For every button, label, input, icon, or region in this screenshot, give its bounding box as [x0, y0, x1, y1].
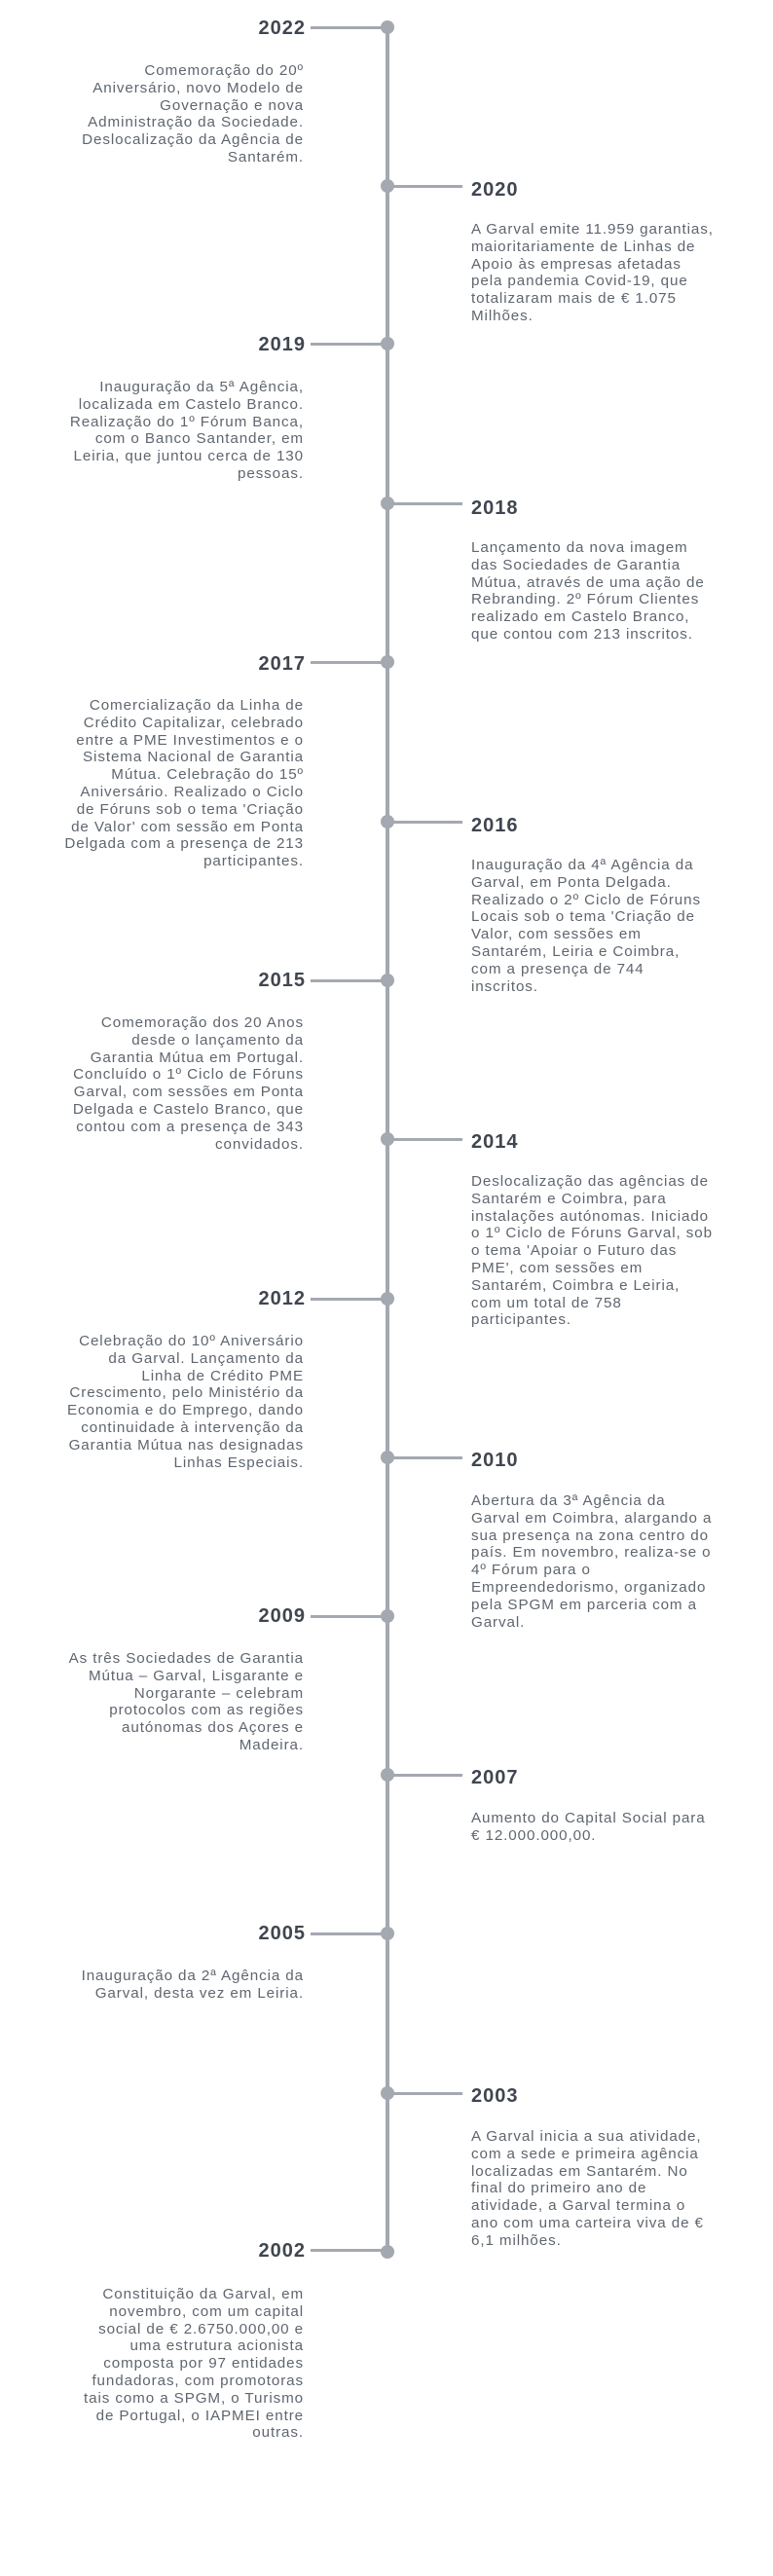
timeline-connector	[311, 1298, 386, 1301]
timeline-description: A Garval inicia a sua atividade, com a sede e primeira agência localizadas em Santarém. No final do primeiro ano de atividade, a Garval termina o ano com uma carteira viva de € 6,1 milhões.	[471, 2128, 704, 2249]
timeline-year: 2012	[258, 1288, 306, 1309]
timeline-connector	[311, 979, 386, 982]
timeline-connector	[311, 343, 386, 346]
timeline-connector	[387, 2092, 462, 2095]
timeline-connector	[311, 1615, 386, 1618]
timeline-description: Inauguração da 5ª Agência, localizada em Castelo Branco. Realização do 1º Fórum Banca, com o Banco Santander, em Leiria, que juntou cerca de 130 pessoas.	[69, 379, 304, 482]
timeline-description: As três Sociedades de Garantia Mútua – Garval, Lisgarante e Norgarante – celebram protocolos com as regiões autónomas dos Açores e Madeira.	[68, 1650, 304, 1753]
timeline-description: Comemoração do 20º Aniversário, novo Modelo de Governação e nova Administração da Sociedade. Deslocalização da Agência de Santarém.	[82, 62, 304, 166]
timeline-year: 2007	[471, 1767, 519, 1788]
timeline-connector	[387, 1774, 462, 1777]
timeline-description: Comemoração dos 20 Anos desde o lançamento da Garantia Mútua em Portugal. Concluído o 1º Ciclo de Fóruns Garval, com sessões em Ponta Delgada e Castelo Branco, que contou com a presença de 343 convidados.	[72, 1014, 304, 1153]
timeline-description: Constituição da Garval, em novembro, com um capital social de € 2.6750.000,00 e uma estrutura acionista composta por 97 entidades fundadoras, com promotoras tais como a SPGM, o Turismo de Portugal, o IAPMEI entre outras.	[83, 2286, 304, 2442]
timeline-year: 2010	[471, 1450, 519, 1471]
timeline-year: 2014	[471, 1131, 519, 1153]
timeline-description: Abertura da 3ª Agência da Garval em Coimbra, alargando a sua presença na zona centro do país. Em novembro, realiza-se o 4º Fórum para o Empreendedorismo, organizado pela SPGM em parceria com a Garval.	[471, 1492, 713, 1631]
timeline-connector	[387, 502, 462, 505]
timeline-year: 2016	[471, 815, 519, 836]
timeline-description: Aumento do Capital Social para € 12.000.000,00.	[471, 1810, 706, 1844]
timeline-dot	[381, 2245, 394, 2259]
timeline-description: Inauguração da 4ª Agência da Garval, em Ponta Delgada. Realizado o 2º Ciclo de Fóruns Locais sob o tema 'Criação de Valor, com sessões em Santarém, Leiria e Coimbra, com a presença de 744 inscritos.	[471, 857, 701, 995]
timeline-description: A Garval emite 11.959 garantias, maioritariamente de Linhas de Apoio às empresas afetadas pela pandemia Covid-19, que totalizaram mais de € 1.075 Milhões.	[471, 221, 714, 324]
timeline-description: Celebração do 10º Aniversário da Garval. Lançamento da Linha de Crédito PME Crescimento, pelo Ministério da Economia e do Emprego, dando continuidade à intervenção da Garantia Mútua nas designadas Linhas Especiais.	[66, 1333, 304, 1471]
timeline-connector	[311, 2249, 386, 2252]
timeline-year: 2009	[258, 1605, 306, 1627]
timeline-year: 2022	[258, 18, 306, 39]
timeline-year: 2020	[471, 179, 519, 201]
timeline-connector	[387, 1456, 462, 1459]
timeline-description: Deslocalização das agências de Santarém e Coimbra, para instalações autónomas. Iniciado o 1º Ciclo de Fóruns Garval, sob o tema 'Apoiar o Futuro das PME', com sessões em Santarém, Coimbra e Leiria, com um total de 758 participantes.	[471, 1173, 713, 1329]
timeline-year: 2017	[258, 653, 306, 675]
timeline-connector	[311, 26, 386, 29]
timeline-year: 2005	[258, 1923, 306, 1944]
timeline-connector	[387, 1138, 462, 1141]
timeline-connector	[387, 821, 462, 824]
timeline-year: 2019	[258, 334, 306, 355]
timeline-description: Comercialização da Linha de Crédito Capitalizar, celebrado entre a PME Investimentos e o Sistema Nacional de Garantia Mútua. Celebração do 15º Aniversário. Realizado o Ciclo de Fóruns sob o tema 'Criação de Valor' com sessão em Ponta Delgada com a presença de 213 participantes.	[64, 697, 304, 870]
timeline-connector	[311, 1932, 386, 1935]
timeline-year: 2018	[471, 497, 519, 519]
timeline-description: Lançamento da nova imagem das Sociedades de Garantia Mútua, através de uma ação de Rebranding. 2º Fórum Clientes realizado em Castelo Branco, que contou com 213 inscritos.	[471, 539, 705, 643]
timeline-description: Inauguração da 2ª Agência da Garval, desta vez em Leiria.	[81, 1968, 304, 2002]
timeline-year: 2003	[471, 2085, 519, 2107]
timeline-year: 2002	[258, 2240, 306, 2262]
timeline-connector	[311, 661, 386, 664]
timeline-connector	[387, 185, 462, 188]
timeline-year: 2015	[258, 970, 306, 991]
